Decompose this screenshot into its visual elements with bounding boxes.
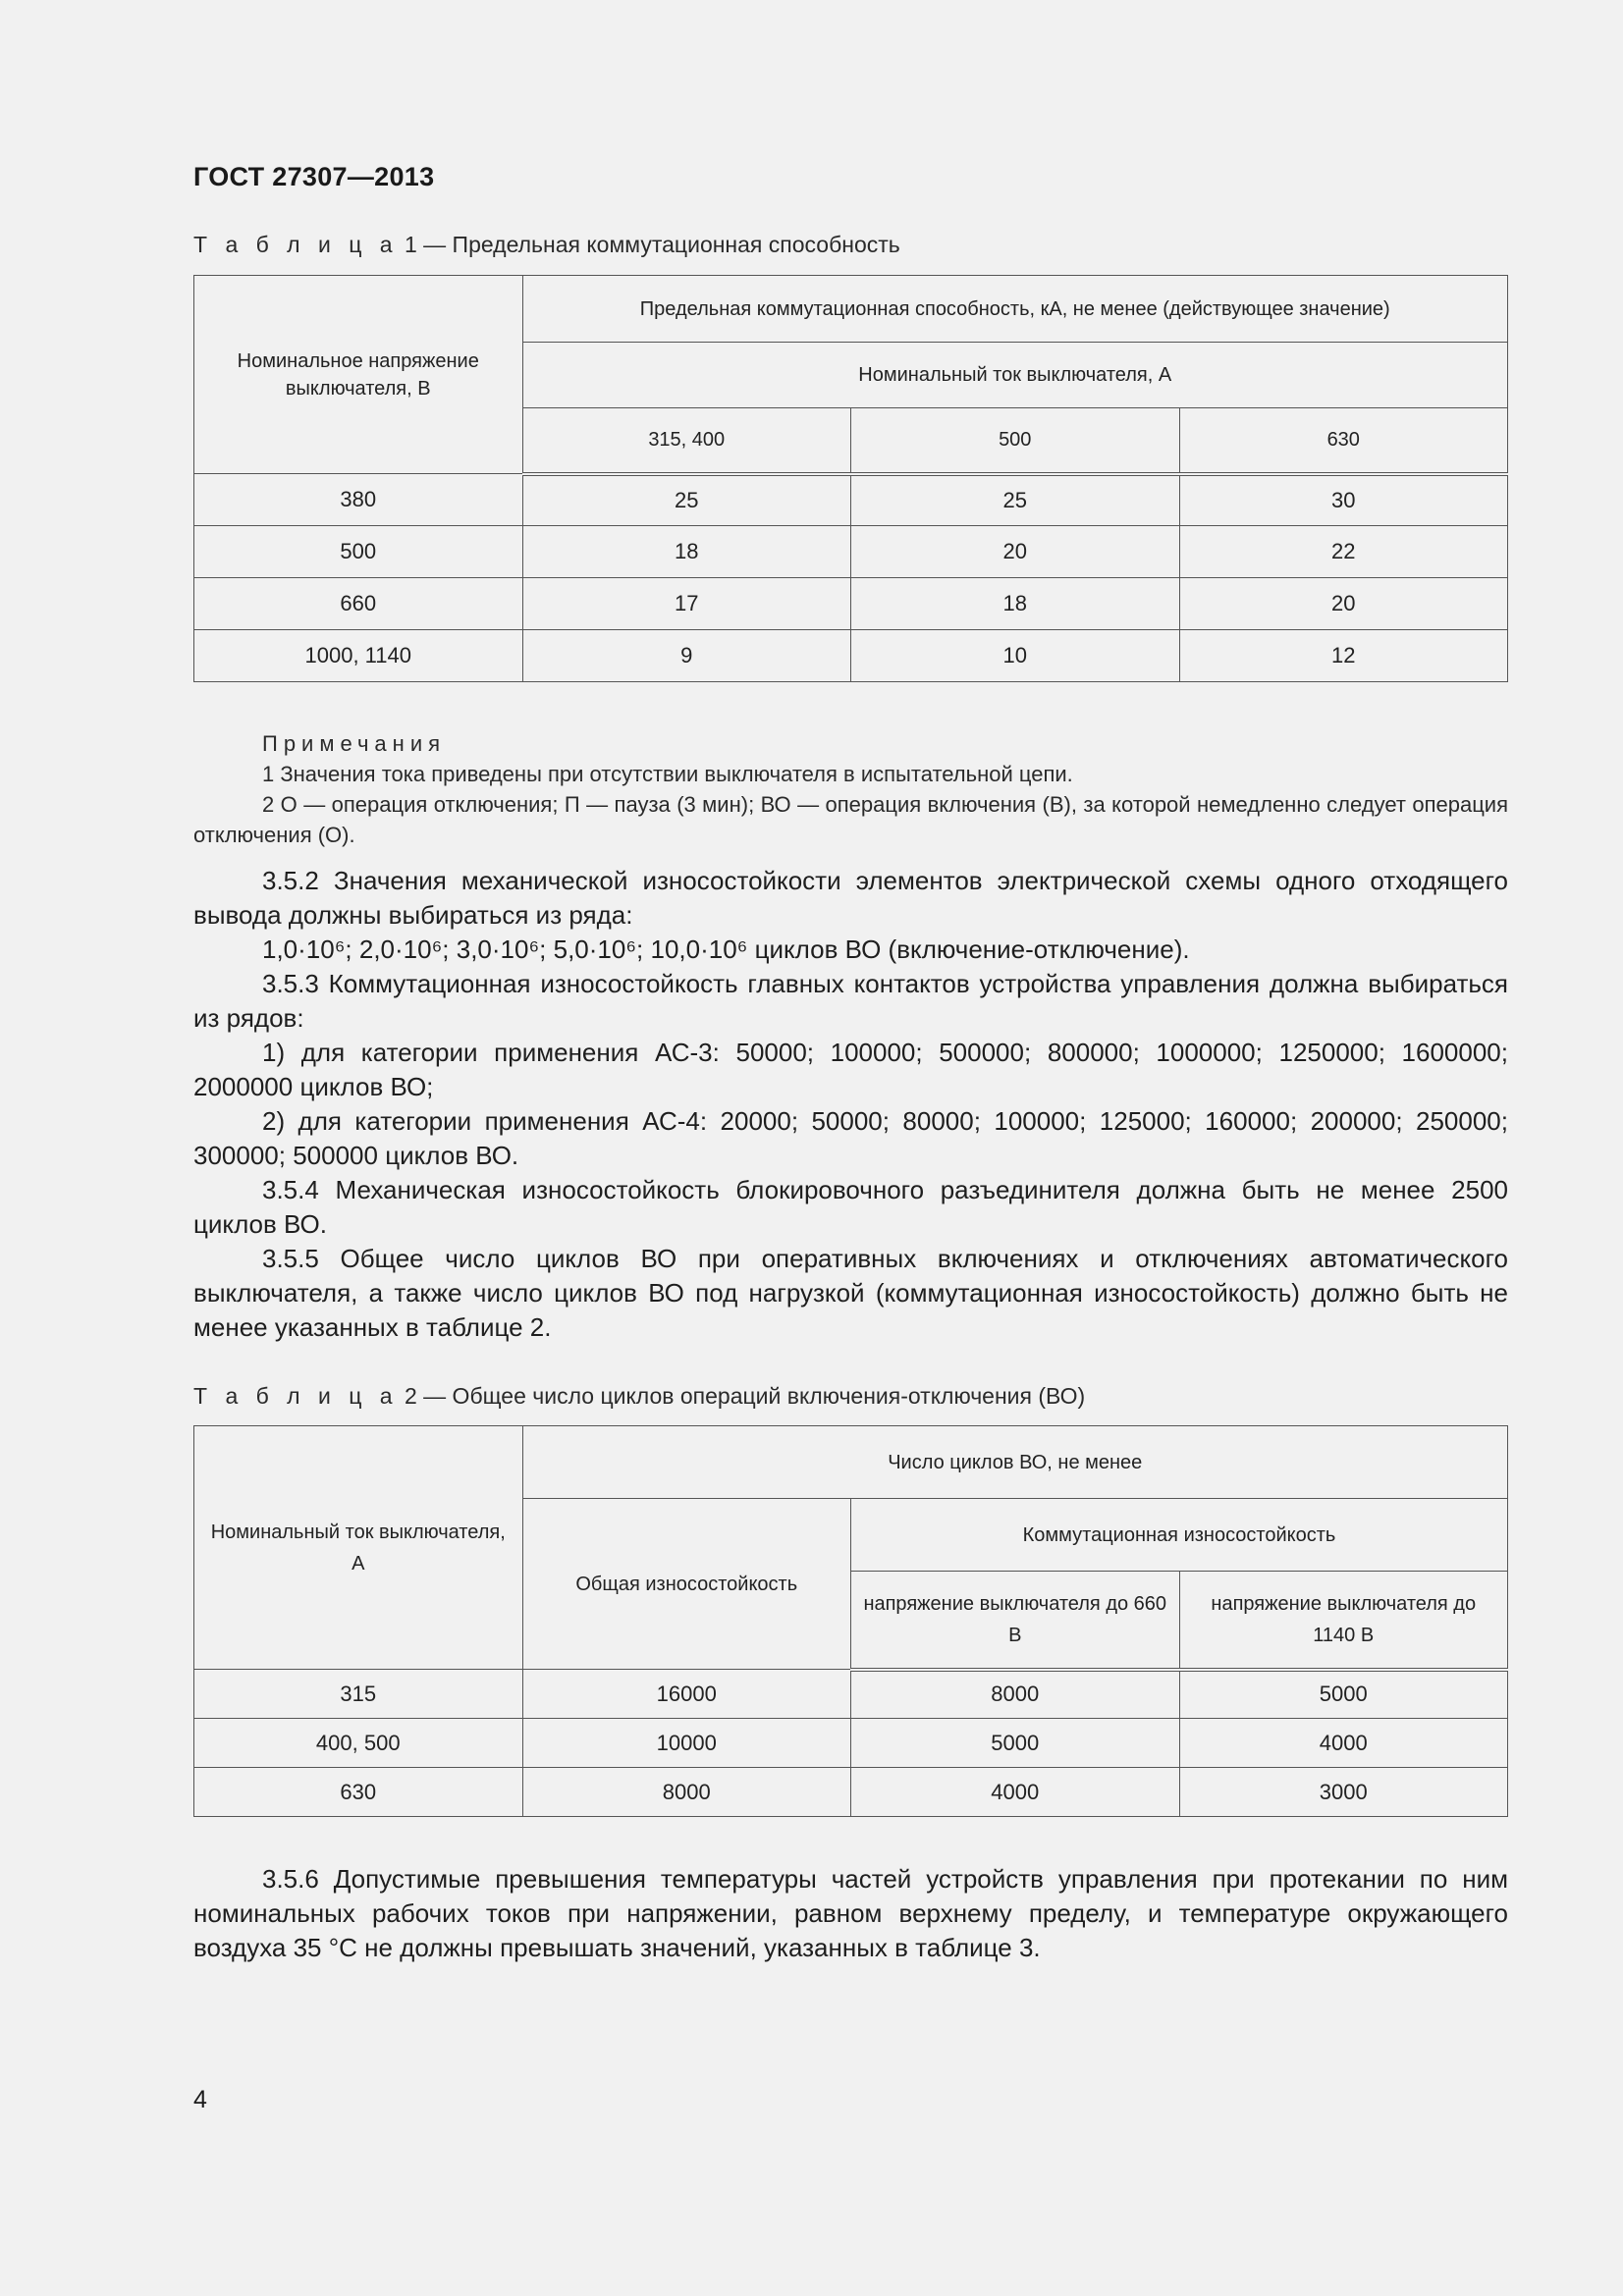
table-cell: 380: [194, 474, 523, 526]
table-cell: 660: [194, 578, 523, 630]
note-2: 2 О — операция отключения; П — пауза (3 мин); ВО — операция включения (В), за которой немедленно следует операция отключения (О).: [193, 792, 1508, 847]
table-cell: 3000: [1179, 1768, 1508, 1817]
body-section-2: [193, 1862, 1508, 1965]
body-section-1: [193, 864, 1508, 1345]
clause-3-5-5: 3.5.5 Общее число циклов ВО при оперативных включениях и отключениях автоматического выключателя, а также число циклов ВО под нагрузкой (коммутационная износостойкость) должно быть не менее указанных в таблице 2.: [193, 1244, 1508, 1342]
table-cell: 18: [851, 578, 1180, 630]
table2-caption-text: 2 — Общее число циклов операций включения-отключения (ВО): [404, 1383, 1086, 1409]
clause-3-5-3-item-2: 2) для категории применения АС-4: 20000; 50000; 80000; 100000; 125000; 160000; 200000; 250000; 300000; 500000 циклов ВО.: [193, 1106, 1508, 1170]
table-row: [194, 1670, 1508, 1719]
table-cell: 9: [522, 630, 851, 682]
clause-3-5-2-series: 1,0·10⁶; 2,0·10⁶; 3,0·10⁶; 5,0·10⁶; 10,0·10⁶ циклов ВО (включение-отключение).: [262, 934, 1190, 964]
clause-3-5-4: 3.5.4 Механическая износостойкость блокировочного разъединителя должна быть не менее 2500 циклов ВО.: [193, 1175, 1508, 1239]
table1-header-current: Номинальный ток выключателя, А: [522, 343, 1508, 408]
table1-caption: [193, 232, 900, 258]
table-cell: 18: [522, 526, 851, 578]
table2-header-switching: Коммутационная износостойкость: [851, 1499, 1508, 1572]
clause-3-5-3-item-1: 1) для категории применения АС-3: 50000; 100000; 500000; 800000; 1000000; 1250000; 1600000; 2000000 циклов ВО;: [193, 1038, 1508, 1101]
table2-header-total: Общая износостойкость: [522, 1499, 851, 1670]
table2: [193, 1425, 1508, 1817]
table2-header-v660: напряжение выключателя до 660 В: [851, 1572, 1180, 1670]
note-1: 1 Значения тока приведены при отсутствии выключателя в испытательной цепи.: [262, 762, 1073, 786]
table-cell: 20: [851, 526, 1180, 578]
table-cell: 25: [522, 474, 851, 526]
table-cell: 630: [194, 1768, 523, 1817]
table-cell: 4000: [851, 1768, 1180, 1817]
document-header: ГОСТ 27307—2013: [193, 162, 435, 191]
table1-header-voltage: Номинальное напряжение выключателя, В: [194, 276, 523, 474]
table-row: [194, 578, 1508, 630]
table1: [193, 275, 1508, 682]
table-cell: 12: [1179, 630, 1508, 682]
table-cell: 8000: [851, 1670, 1180, 1719]
table-cell: 22: [1179, 526, 1508, 578]
table-cell: 1000, 1140: [194, 630, 523, 682]
clause-3-5-2: 3.5.2 Значения механической износостойкости элементов электрической схемы одного отходящего вывода должны выбираться из ряда:: [193, 866, 1508, 930]
table-cell: 17: [522, 578, 851, 630]
table-cell: 500: [194, 526, 523, 578]
table-row: [194, 1768, 1508, 1817]
table2-header-v1140: напряжение выключателя до 1140 В: [1179, 1572, 1508, 1670]
table2-header-current: Номинальный ток выключателя, А: [194, 1426, 523, 1670]
table1-header-current-value: 315, 400: [522, 408, 851, 474]
table-cell: 4000: [1179, 1719, 1508, 1768]
table2-header-cycles: Число циклов ВО, не менее: [522, 1426, 1508, 1499]
notes-title: Примечания: [262, 731, 447, 756]
table-row: [194, 1719, 1508, 1768]
table1-caption-prefix: Т а б л и ц а: [193, 232, 399, 257]
table-cell: 10000: [522, 1719, 851, 1768]
table1-caption-text: 1 — Предельная коммутационная способность: [404, 232, 900, 257]
page-number: 4: [193, 2086, 207, 2113]
table1-header-current-value: 630: [1179, 408, 1508, 474]
table-cell: 315: [194, 1670, 523, 1719]
table1-header-capacity: Предельная коммутационная способность, кА, не менее (действующее значение): [522, 276, 1508, 343]
table-cell: 20: [1179, 578, 1508, 630]
table1-notes: [193, 728, 1508, 850]
table2-caption: [193, 1383, 1085, 1410]
table-cell: 16000: [522, 1670, 851, 1719]
table-row: [194, 526, 1508, 578]
table-cell: 10: [851, 630, 1180, 682]
table-row: [194, 630, 1508, 682]
clause-3-5-3: 3.5.3 Коммутационная износостойкость главных контактов устройства управления должна выбираться из рядов:: [193, 969, 1508, 1033]
table-cell: 400, 500: [194, 1719, 523, 1768]
table-cell: 25: [851, 474, 1180, 526]
table2-caption-prefix: Т а б л и ц а: [193, 1383, 399, 1409]
table-cell: 5000: [851, 1719, 1180, 1768]
table-row: [194, 474, 1508, 526]
table-cell: 8000: [522, 1768, 851, 1817]
table-cell: 30: [1179, 474, 1508, 526]
table1-header-current-value: 500: [851, 408, 1180, 474]
clause-3-5-6: 3.5.6 Допустимые превышения температуры частей устройств управления при протекании по ним номинальных рабочих токов при напряжении, равном верхнему пределу, и температуре окружающего воздуха 35 °С не должны превышать значений, указанных в таблице 3.: [193, 1864, 1508, 1962]
table-cell: 5000: [1179, 1670, 1508, 1719]
